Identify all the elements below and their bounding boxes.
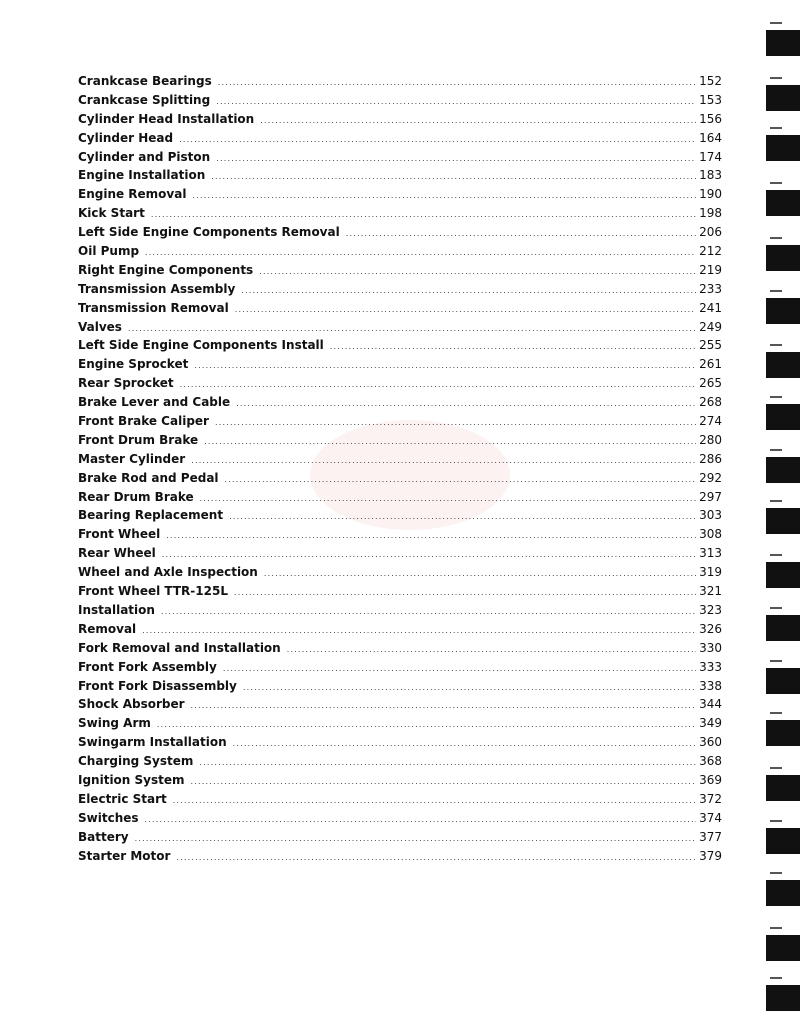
toc-entry-title: Bearing Replacement <box>78 508 224 523</box>
toc-entry-page-number: 330 <box>699 640 722 655</box>
toc-entry-title: Cylinder Head <box>78 130 174 145</box>
edge-tab-tick <box>770 22 782 24</box>
dot-leader <box>179 134 696 146</box>
edge-tab-mark <box>766 298 800 324</box>
toc-entry[interactable] <box>78 185 722 204</box>
dot-leader <box>346 228 696 240</box>
edge-tab-mark <box>766 457 800 483</box>
toc-entry[interactable] <box>78 733 722 752</box>
toc-entry-title: Transmission Assembly <box>78 281 236 296</box>
toc-entry-title: Crankcase Bearings <box>78 74 212 88</box>
toc-entry-page-number: 372 <box>699 791 722 806</box>
dot-leader <box>218 77 696 89</box>
edge-tab-tick <box>770 500 782 502</box>
toc-entry-page-number: 206 <box>699 225 722 240</box>
toc-entry-title: Rear Sprocket <box>78 376 174 391</box>
toc-entry-page-number: 164 <box>699 130 722 145</box>
toc-entry-title: Fork Removal and Installation <box>78 640 281 655</box>
edge-tab-mark <box>766 880 800 906</box>
toc-entry-page-number: 379 <box>699 848 722 863</box>
toc-entry-title: Crankcase Splitting <box>78 92 211 107</box>
toc-entry-title: Swingarm Installation <box>78 735 227 750</box>
toc-entry-page-number: 323 <box>699 602 722 617</box>
dot-leader <box>330 341 696 353</box>
toc-entry-page-number: 308 <box>699 527 722 542</box>
toc-entry-title: Cylinder and Piston <box>78 149 211 164</box>
edge-tab-tick <box>770 712 782 714</box>
toc-entry-page-number: 268 <box>699 395 722 410</box>
toc-entry[interactable] <box>78 204 722 223</box>
edge-tab-tick <box>770 396 782 398</box>
edge-tab-mark <box>766 668 800 694</box>
toc-entry-page-number: 183 <box>699 168 722 183</box>
toc-entry[interactable] <box>78 771 722 790</box>
dot-leader <box>180 379 696 391</box>
dot-leader <box>211 171 696 183</box>
dot-leader <box>215 417 696 429</box>
toc-entry[interactable] <box>78 620 722 639</box>
toc-entry-title: Shock Absorber <box>78 697 185 712</box>
toc-entry-page-number: 265 <box>699 376 722 391</box>
toc-entry[interactable] <box>78 714 722 733</box>
toc-entry-title: Ignition System <box>78 772 185 787</box>
toc-entry-page-number: 326 <box>699 621 722 636</box>
dot-leader <box>234 587 696 599</box>
toc-entry-title: Starter Motor <box>78 848 171 863</box>
toc-entry-page-number: 333 <box>699 659 722 674</box>
edge-tab-mark <box>766 190 800 216</box>
dot-leader <box>157 719 696 731</box>
dot-leader <box>145 247 696 259</box>
toc-entry-title: Brake Rod and Pedal <box>78 470 219 485</box>
toc-entry-page-number: 219 <box>699 262 722 277</box>
dot-leader <box>135 833 696 845</box>
toc-entry[interactable] <box>78 677 722 696</box>
toc-entry-title: Right Engine Components <box>78 262 254 277</box>
dot-leader <box>192 190 696 202</box>
edge-tab-tick <box>770 927 782 929</box>
edge-tab-tick <box>770 872 782 874</box>
dot-leader <box>287 644 696 656</box>
dot-leader <box>243 682 696 694</box>
toc-entry-page-number: 212 <box>699 244 722 259</box>
toc-entry-title: Front Drum Brake <box>78 432 199 447</box>
dot-leader <box>199 757 696 769</box>
edge-tab-mark <box>766 508 800 534</box>
dot-leader <box>151 209 696 221</box>
dot-leader <box>260 115 696 127</box>
toc-entry[interactable] <box>78 847 722 866</box>
edge-tab-mark <box>766 615 800 641</box>
toc-entry-page-number: 297 <box>699 489 722 504</box>
toc-entry[interactable] <box>78 72 722 91</box>
toc-entry[interactable] <box>78 280 722 299</box>
edge-tab-tick <box>770 449 782 451</box>
dot-leader <box>200 493 696 505</box>
toc-entry-page-number: 156 <box>699 111 722 126</box>
toc-entry-title: Front Fork Disassembly <box>78 678 237 693</box>
edge-tab-mark <box>766 135 800 161</box>
dot-leader <box>259 266 696 278</box>
toc-entry-title: Rear Wheel <box>78 546 156 561</box>
toc-entry-page-number: 261 <box>699 357 722 372</box>
toc-entry[interactable] <box>78 563 722 582</box>
edge-tab-mark <box>766 352 800 378</box>
toc-entry[interactable] <box>78 374 722 393</box>
toc-entry[interactable] <box>78 488 722 507</box>
edge-tab-mark <box>766 562 800 588</box>
edge-tab-tick <box>770 607 782 609</box>
edge-tab-tick <box>770 820 782 822</box>
toc-entry[interactable] <box>78 412 722 431</box>
toc-entry[interactable] <box>78 223 722 242</box>
toc-entry-page-number: 344 <box>699 697 722 712</box>
toc-entry[interactable] <box>78 695 722 714</box>
edge-tab-tick <box>770 344 782 346</box>
dot-leader <box>194 360 696 372</box>
toc-entry-title: Switches <box>78 810 139 825</box>
dot-leader <box>241 285 696 297</box>
edge-tab-mark <box>766 245 800 271</box>
toc-entry[interactable] <box>78 752 722 771</box>
toc-entry[interactable] <box>78 336 722 355</box>
dot-leader <box>204 436 696 448</box>
toc-entry[interactable] <box>78 110 722 129</box>
toc-entry-title: Front Brake Caliper <box>78 414 209 429</box>
toc-entry-page-number: 174 <box>699 149 722 164</box>
toc-entry-title: Wheel and Axle Inspection <box>78 565 258 580</box>
toc-entry-title: Electric Start <box>78 791 167 806</box>
toc-entry-page-number: 349 <box>699 716 722 731</box>
edge-tab-mark <box>766 775 800 801</box>
toc-entry[interactable] <box>78 601 722 620</box>
toc-entry-title: Engine Removal <box>78 187 187 202</box>
dot-leader <box>176 852 696 864</box>
toc-entry-title: Transmission Removal <box>78 300 229 315</box>
dot-leader <box>233 738 696 750</box>
dot-leader <box>235 304 696 316</box>
toc-entry-title: Removal <box>78 621 137 636</box>
toc-entry[interactable] <box>78 828 722 847</box>
toc-entry[interactable] <box>78 318 722 337</box>
toc-entry-page-number: 303 <box>699 508 722 523</box>
edge-tab-mark <box>766 85 800 111</box>
toc-entry-title: Engine Sprocket <box>78 357 189 372</box>
toc-entry-title: Charging System <box>78 754 194 769</box>
toc-entry-page-number: 280 <box>699 432 722 447</box>
toc-entry-page-number: 292 <box>699 470 722 485</box>
toc-entry-title: Front Wheel <box>78 527 161 542</box>
edge-tab-mark <box>766 404 800 430</box>
dot-leader <box>142 625 696 637</box>
edge-tab-mark <box>766 935 800 961</box>
toc-entry[interactable] <box>78 658 722 677</box>
toc-entry-page-number: 241 <box>699 300 722 315</box>
toc-entry-title: Kick Start <box>78 206 145 221</box>
dot-leader <box>216 96 696 108</box>
dot-leader <box>236 398 696 410</box>
dot-leader <box>145 814 697 826</box>
edge-tab-tick <box>770 77 782 79</box>
toc-entry[interactable] <box>78 91 722 110</box>
toc-entry-page-number: 319 <box>699 565 722 580</box>
toc-entry-page-number: 255 <box>699 338 722 353</box>
edge-tab-tick <box>770 767 782 769</box>
toc-entry[interactable] <box>78 809 722 828</box>
toc-entry-title: Front Fork Assembly <box>78 659 217 674</box>
edge-tab-tick <box>770 660 782 662</box>
dot-leader <box>161 606 696 618</box>
toc-entry[interactable] <box>78 582 722 601</box>
table-of-contents <box>78 72 722 865</box>
toc-entry-page-number: 369 <box>699 772 722 787</box>
toc-entry[interactable] <box>78 129 722 148</box>
toc-entry-title: Left Side Engine Components Removal <box>78 225 340 240</box>
toc-entry[interactable] <box>78 242 722 261</box>
edge-tab-tick <box>770 127 782 129</box>
toc-entry-title: Left Side Engine Components Install <box>78 338 324 353</box>
dot-leader <box>191 455 696 467</box>
toc-entry[interactable] <box>78 506 722 525</box>
toc-entry[interactable] <box>78 450 722 469</box>
toc-entry[interactable] <box>78 148 722 167</box>
toc-entry[interactable] <box>78 261 722 280</box>
dot-leader <box>216 153 696 165</box>
toc-entry[interactable] <box>78 166 722 185</box>
edge-tab-tick <box>770 237 782 239</box>
toc-entry-page-number: 233 <box>699 281 722 296</box>
toc-entry[interactable] <box>78 639 722 658</box>
toc-entry-page-number: 198 <box>699 206 722 221</box>
toc-entry[interactable] <box>78 299 722 318</box>
toc-entry-page-number: 368 <box>699 754 722 769</box>
toc-entry-title: Oil Pump <box>78 244 140 259</box>
toc-entry[interactable] <box>78 525 722 544</box>
edge-tab-tick <box>770 182 782 184</box>
edge-tab-mark <box>766 30 800 56</box>
edge-tab-tick <box>770 554 782 556</box>
dot-leader <box>229 511 696 523</box>
toc-entry-page-number: 374 <box>699 810 722 825</box>
edge-tab-mark <box>766 720 800 746</box>
toc-entry[interactable] <box>78 431 722 450</box>
toc-entry-title: Swing Arm <box>78 716 151 731</box>
toc-entry-title: Engine Installation <box>78 168 206 183</box>
edge-tab-mark <box>766 985 800 1011</box>
toc-entry-title: Battery <box>78 829 129 844</box>
edge-tab-tick <box>770 290 782 292</box>
dot-leader <box>173 795 696 807</box>
toc-entry-title: Brake Lever and Cable <box>78 395 231 410</box>
dot-leader <box>191 700 697 712</box>
dot-leader <box>162 549 696 561</box>
toc-entry-title: Front Wheel TTR-125L <box>78 584 228 599</box>
section-edge-tabs <box>764 0 800 1035</box>
toc-entry-page-number: 152 <box>699 74 722 88</box>
toc-entry-page-number: 377 <box>699 829 722 844</box>
toc-entry[interactable] <box>78 544 722 563</box>
toc-entry-page-number: 190 <box>699 187 722 202</box>
toc-entry-title: Rear Drum Brake <box>78 489 194 504</box>
dot-leader <box>128 323 696 335</box>
dot-leader <box>191 776 697 788</box>
dot-leader <box>225 474 697 486</box>
toc-entry[interactable] <box>78 469 722 488</box>
toc-entry-page-number: 360 <box>699 735 722 750</box>
toc-entry-page-number: 286 <box>699 451 722 466</box>
toc-entry-page-number: 338 <box>699 678 722 693</box>
toc-entry-title: Master Cylinder <box>78 451 186 466</box>
toc-entry-title: Installation <box>78 602 155 617</box>
toc-entry[interactable] <box>78 393 722 412</box>
toc-entry-title: Valves <box>78 319 122 334</box>
toc-entry[interactable] <box>78 790 722 809</box>
toc-entry-page-number: 313 <box>699 546 722 561</box>
dot-leader <box>166 530 696 542</box>
toc-entry-page-number: 249 <box>699 319 722 334</box>
toc-entry-page-number: 274 <box>699 414 722 429</box>
edge-tab-tick <box>770 977 782 979</box>
edge-tab-mark <box>766 828 800 854</box>
dot-leader <box>223 663 696 675</box>
dot-leader <box>264 568 696 580</box>
toc-entry-title: Cylinder Head Installation <box>78 111 255 126</box>
toc-entry[interactable] <box>78 355 722 374</box>
toc-entry-page-number: 321 <box>699 584 722 599</box>
toc-entry-page-number: 153 <box>699 92 722 107</box>
